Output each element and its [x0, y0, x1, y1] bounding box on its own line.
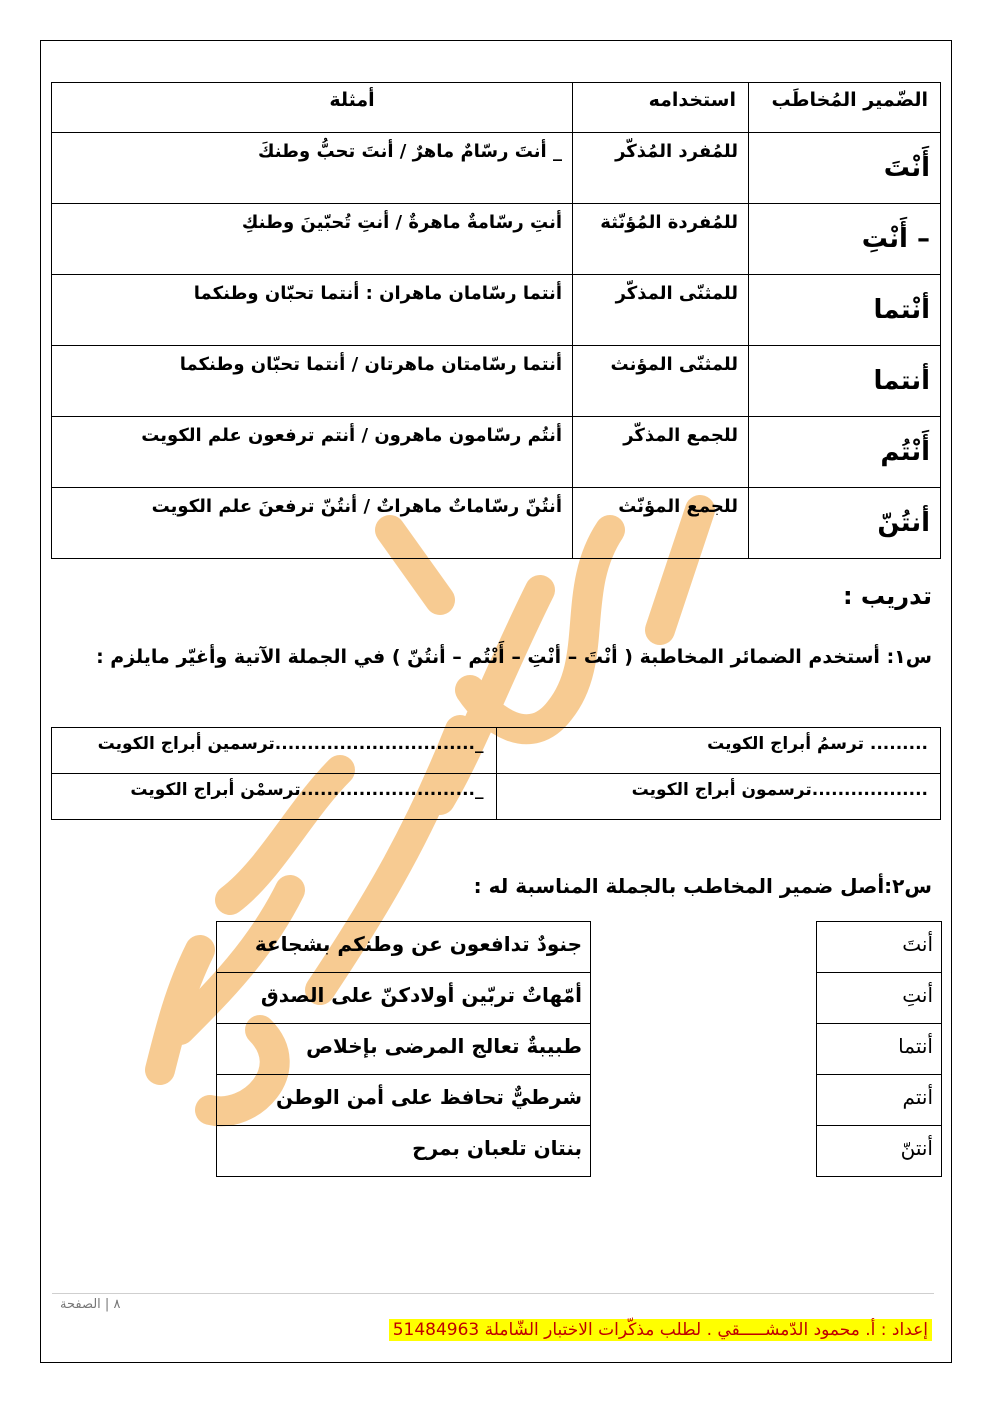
page-number: ٨ | الصفحة — [60, 1297, 121, 1312]
table-row — [52, 728, 941, 774]
table-row — [52, 417, 941, 488]
table-row — [52, 774, 941, 820]
pronoun-cell: – أَنْتِ — [749, 204, 941, 275]
exercise-1-table — [51, 727, 941, 820]
table-header-row — [52, 83, 941, 133]
header-examples: أمثلة — [52, 83, 573, 133]
question-1: س١: أستخدم الضمائر المخاطبة ( أنْتَ – أنْتِ – أَنْتُم – أنتُنّ ) في الجملة الآتية وأغيّر مايلزم : — [96, 646, 932, 668]
pronoun-cell: أَنْتُم — [749, 417, 941, 488]
usage-cell: للمثنّى المذكّر — [573, 275, 749, 346]
header-pronoun: الضّمير المُخاطَب — [749, 83, 941, 133]
pronoun-cell: أنتُنّ — [749, 488, 941, 559]
match-pronouns-table — [816, 921, 942, 1177]
author-credit: إعداد : أ. محمود الدّمشـــــقي . لطلب مذكّرات الاختبار الشّاملة 51484963 — [389, 1319, 932, 1341]
exercise-blank[interactable]: ..................ترسمون أبراج الكويت — [496, 774, 941, 820]
usage-cell: للمثنّى المؤنث — [573, 346, 749, 417]
match-pronoun[interactable]: أنتما — [817, 1024, 942, 1075]
exercise-blank[interactable]: ......... ترسمُ أبراج الكويت — [496, 728, 941, 774]
usage-cell: للمُفردة المُؤنّثة — [573, 204, 749, 275]
match-sentence[interactable]: طبيبةٌ تعالج المرضى بإخلاص — [217, 1024, 591, 1075]
pronoun-cell: أَنْتَ — [749, 133, 941, 204]
match-pronoun[interactable]: أنتم — [817, 1075, 942, 1126]
match-pronoun[interactable]: أنتنّ — [817, 1126, 942, 1177]
exercise-blank[interactable]: _...............................ترسمين أبراج الكويت — [52, 728, 497, 774]
exercise-blank[interactable]: _...........................ترسمْن أبراج الكويت — [52, 774, 497, 820]
usage-cell: للمُفرد المُذكّر — [573, 133, 749, 204]
header-usage: استخدامه — [573, 83, 749, 133]
example-cell: أنتما رسّامان ماهران : أنتما تحبّان وطنكما — [52, 275, 573, 346]
table-row — [52, 275, 941, 346]
training-title: تدريب : — [842, 582, 932, 610]
table-row — [52, 346, 941, 417]
match-pronoun[interactable]: أنتَ — [817, 922, 942, 973]
table-row — [52, 133, 941, 204]
match-sentence[interactable]: أمّهاتٌ تربّين أولادكنّ على الصدق — [217, 973, 591, 1024]
pronoun-table — [51, 82, 941, 559]
usage-cell: للجمع المؤنّث — [573, 488, 749, 559]
question-2: س٢:أصل ضمير المخاطب بالجملة المناسبة له : — [473, 874, 932, 898]
match-sentences-table — [216, 921, 591, 1177]
match-sentence[interactable]: شرطيٌّ تحافظ على أمن الوطن — [217, 1075, 591, 1126]
example-cell: أنتُنّ رسّاماتٌ ماهراتٌ / أنتُنّ ترفعنَ علم الكويت — [52, 488, 573, 559]
example-cell: أنتُم رسّامون ماهرون / أنتم ترفعون علم الكويت — [52, 417, 573, 488]
table-row — [52, 204, 941, 275]
usage-cell: للجمع المذكّر — [573, 417, 749, 488]
example-cell: أنتما رسّامتان ماهرتان / أنتما تحبّان وطنكما — [52, 346, 573, 417]
match-sentence[interactable]: بنتان تلعبان بمرح — [217, 1126, 591, 1177]
match-pronoun[interactable]: أنتِ — [817, 973, 942, 1024]
example-cell: أنتِ رسّامةٌ ماهرةٌ / أنتِ تُحبّينَ وطنكِ — [52, 204, 573, 275]
pronoun-cell: أنْتما — [749, 275, 941, 346]
match-sentence[interactable]: جنودٌ تدافعون عن وطنكم بشجاعة — [217, 922, 591, 973]
footer-divider — [52, 1293, 934, 1294]
pronoun-cell: أنتما — [749, 346, 941, 417]
table-row — [52, 488, 941, 559]
example-cell: _ أنتَ رسّامٌ ماهرٌ / أنتَ تحبُّ وطنكَ — [52, 133, 573, 204]
